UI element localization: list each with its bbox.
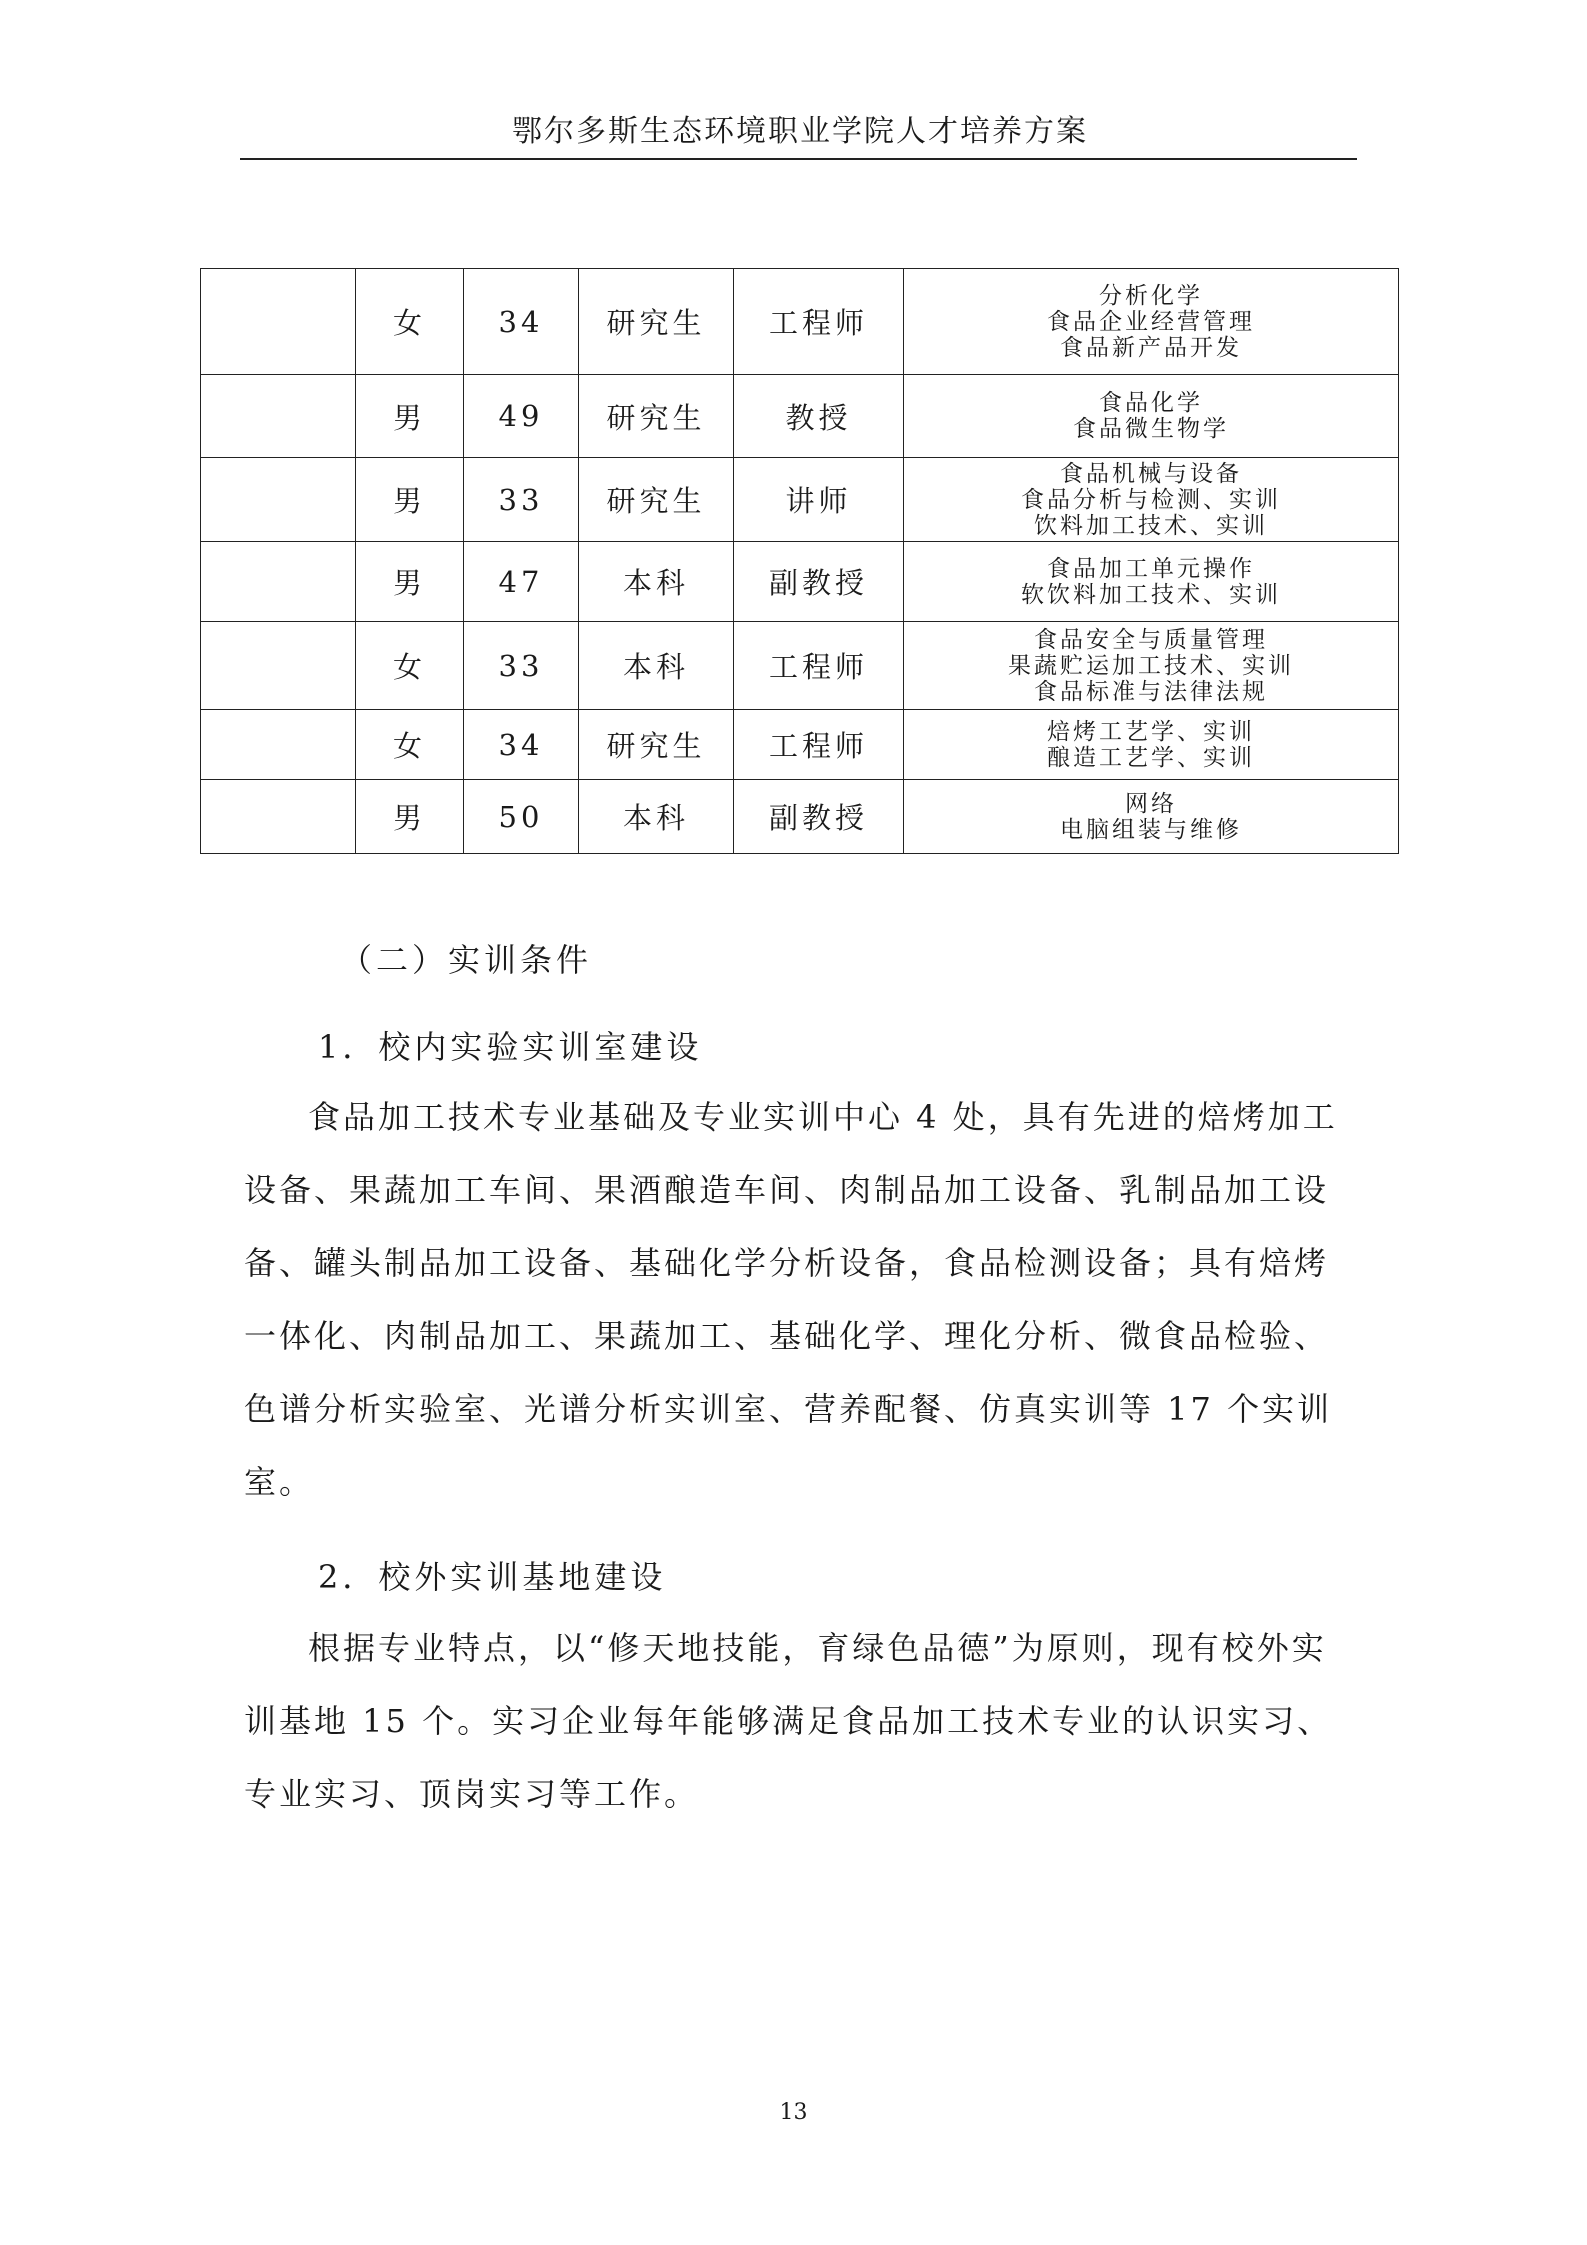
cell-name <box>201 269 356 375</box>
staff-table-body <box>201 269 1399 854</box>
cell-age: 33 <box>464 622 579 710</box>
cell-education: 研究生 <box>579 375 734 458</box>
course-item: 酿造工艺学、实训 <box>1047 744 1255 771</box>
cell-name <box>201 542 356 622</box>
cell-name <box>201 622 356 710</box>
cell-education: 本科 <box>579 622 734 710</box>
subheading-off-campus-bases: 2．校外实训基地建设 <box>318 1558 667 1596</box>
course-item: 食品新产品开发 <box>1060 334 1242 361</box>
paragraph-on-campus-labs: 食品加工技术专业基础及专业实训中心 4 处，具有先进的焙烤加工设备、果蔬加工车间、果酒酿造车间、肉制品加工设备、乳制品加工设备、罐头制品加工设备、基础化学分析设备，食品检测设备；具有焙烤一体化、肉制品加工、果蔬加工、基础化学、理化分析、微食品检验、色谱分析实验室、光谱分析实训室、营养配餐、仿真实训等 17 个实训室。 <box>244 1098 1338 1501</box>
cell-courses <box>904 780 1399 854</box>
cell-courses <box>904 710 1399 780</box>
cell-title: 工程师 <box>734 622 904 710</box>
cell-courses <box>904 269 1399 375</box>
table-row <box>201 622 1399 710</box>
cell-age: 34 <box>464 269 579 375</box>
cell-age: 50 <box>464 780 579 854</box>
cell-gender: 男 <box>356 458 464 542</box>
cell-title: 工程师 <box>734 269 904 375</box>
course-item: 食品企业经营管理 <box>1047 308 1255 335</box>
course-item: 焙烤工艺学、实训 <box>1047 718 1255 745</box>
course-item: 食品安全与质量管理 <box>1034 626 1268 653</box>
cell-name <box>201 458 356 542</box>
cell-gender: 女 <box>356 622 464 710</box>
cell-title: 讲师 <box>734 458 904 542</box>
page-number: 13 <box>779 2100 808 2125</box>
cell-education: 研究生 <box>579 710 734 780</box>
cell-name <box>201 375 356 458</box>
course-item: 食品标准与法律法规 <box>1034 678 1268 705</box>
header-divider <box>240 158 1357 160</box>
table-row <box>201 710 1399 780</box>
course-item: 食品机械与设备 <box>1060 460 1242 487</box>
cell-title: 工程师 <box>734 710 904 780</box>
cell-education: 本科 <box>579 780 734 854</box>
course-item: 软饮料加工技术、实训 <box>1021 581 1281 608</box>
course-item: 网络 <box>1125 790 1177 817</box>
staff-table <box>200 268 1399 854</box>
cell-age: 47 <box>464 542 579 622</box>
subheading-on-campus-labs: 1．校内实验实训室建设 <box>318 1028 703 1066</box>
course-item: 食品分析与检测、实训 <box>1021 486 1281 513</box>
cell-courses <box>904 542 1399 622</box>
cell-education: 本科 <box>579 542 734 622</box>
cell-name <box>201 710 356 780</box>
cell-gender: 男 <box>356 542 464 622</box>
table-row <box>201 375 1399 458</box>
cell-courses <box>904 375 1399 458</box>
table-row <box>201 458 1399 542</box>
table-row <box>201 542 1399 622</box>
cell-age: 34 <box>464 710 579 780</box>
course-item: 果蔬贮运加工技术、实训 <box>1008 652 1294 679</box>
course-item: 食品化学 <box>1099 390 1203 416</box>
cell-age: 33 <box>464 458 579 542</box>
cell-gender: 女 <box>356 710 464 780</box>
paragraph-off-campus-bases: 根据专业特点，以“修天地技能，育绿色品德”为原则，现有校外实训基地 15 个。实习企业每年能够满足食品加工技术专业的认识实习、专业实习、顶岗实习等工作。 <box>244 1629 1333 1813</box>
cell-education: 研究生 <box>579 269 734 375</box>
course-item: 食品加工单元操作 <box>1047 555 1255 582</box>
document-header-title: 鄂尔多斯生态环境职业学院人才培养方案 <box>512 114 1088 149</box>
table-row <box>201 780 1399 854</box>
cell-title: 副教授 <box>734 542 904 622</box>
cell-age: 49 <box>464 375 579 458</box>
cell-courses <box>904 622 1399 710</box>
cell-education: 研究生 <box>579 458 734 542</box>
course-item: 食品微生物学 <box>1073 416 1229 442</box>
cell-name <box>201 780 356 854</box>
cell-gender: 男 <box>356 375 464 458</box>
cell-courses <box>904 458 1399 542</box>
section-heading-training-conditions: （二）实训条件 <box>340 941 593 979</box>
table-row <box>201 269 1399 375</box>
cell-gender: 女 <box>356 269 464 375</box>
cell-gender: 男 <box>356 780 464 854</box>
cell-title: 副教授 <box>734 780 904 854</box>
course-item: 饮料加工技术、实训 <box>1034 512 1268 539</box>
course-item: 电脑组装与维修 <box>1060 816 1242 843</box>
cell-title: 教授 <box>734 375 904 458</box>
course-item: 分析化学 <box>1099 282 1203 309</box>
